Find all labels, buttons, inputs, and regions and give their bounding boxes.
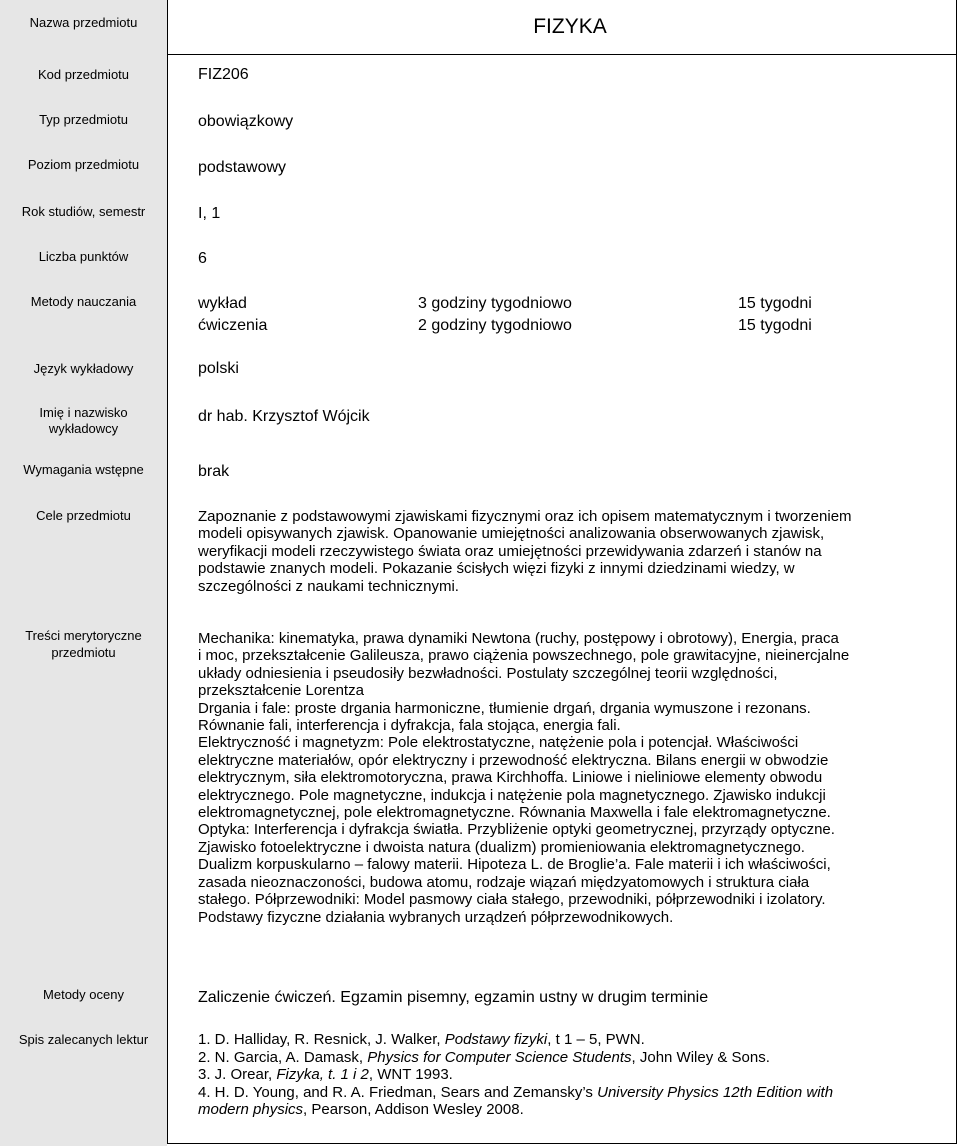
title-separator bbox=[167, 54, 957, 55]
label-content-line2: przedmiotu bbox=[51, 645, 116, 660]
label-ects-points: Liczba punktów bbox=[38, 249, 129, 264]
label-year-semester: Rok studiów, semestr bbox=[21, 204, 146, 219]
method-form-2: ćwiczenia bbox=[198, 317, 268, 334]
value-prerequisites: brak bbox=[198, 463, 230, 480]
goals-line: weryfikacji modeli rzeczywistego świata oraz umiejętności przewidywania zdarzeń i stanów na bbox=[198, 542, 822, 560]
content-line: Elektryczność i magnetyzm: Pole elektrostatyczne, natężenie pola i potencjał. Właściwości bbox=[198, 734, 799, 752]
label-content-line1: Treści merytoryczne bbox=[25, 628, 142, 643]
content-line: Dualizm korpuskularno – falowy materii. Hipoteza L. de Broglie’a. Fale materii i ich właściwości, bbox=[198, 856, 831, 874]
method-form-1: wykład bbox=[198, 295, 247, 312]
content-line: Optyka: Interferencja i dyfrakcja światła. Przybliżenie optyki geometrycznej, przyrządy optyczne. bbox=[198, 821, 835, 839]
label-course-goals: Cele przedmiotu bbox=[36, 508, 131, 523]
content-line: i moc, przekształcenie Galileusza, prawo ciążenia powszechnego, pole grawitacyjne, nieinercjalne bbox=[198, 647, 850, 665]
content-line: Zjawisko fotoelektryczne i dwoista natura (dualizm) promieniowania elektromagnetycznego. bbox=[198, 838, 805, 856]
content-line: elektryczne materiałów, opór elektryczny i przewodność elektryczna. Bilans energii w obwodzie bbox=[198, 751, 829, 769]
value-course-level: podstawowy bbox=[198, 159, 287, 176]
label-assessment: Metody oceny bbox=[43, 987, 124, 1002]
goals-line: modeli opisywanych zjawisk. Opanowanie umiejętności analizowania obserwowanych zjawisk, bbox=[198, 525, 825, 543]
label-lecturer-line2: wykładowcy bbox=[48, 421, 119, 436]
literature-item: modern physics, Pearson, Addison Wesley 2008. bbox=[198, 1101, 524, 1119]
content-line: przekształcenie Lorentza bbox=[198, 682, 364, 700]
label-course-level: Poziom przedmiotu bbox=[27, 157, 140, 172]
content-line: elektrycznym, siła elektromotoryczna, prawa Kirchhoffa. Liniowe i nieliniowe elementy obwodu bbox=[198, 769, 823, 787]
label-prerequisites: Wymagania wstępne bbox=[23, 462, 144, 477]
label-course-type: Typ przedmiotu bbox=[39, 112, 128, 127]
literature-list bbox=[198, 1031, 938, 1119]
content-line: zasada nieoznaczoności, budowa atomu, rodzaje wiązań międzyatomowych i struktura ciała bbox=[198, 873, 810, 891]
value-ects-points: 6 bbox=[198, 250, 207, 267]
goals-paragraph bbox=[198, 508, 938, 595]
value-language: polski bbox=[198, 360, 239, 377]
literature-item: 3. J. Orear, Fizyka, t. 1 i 2, WNT 1993. bbox=[198, 1066, 453, 1084]
literature-item: 2. N. Garcia, A. Damask, Physics for Computer Science Students, John Wiley & Sons. bbox=[198, 1048, 770, 1066]
content-line: elektromagnetycznej, pole elektromagnetyczne. Równania Maxwella i fale elektromagnetyczne. bbox=[198, 804, 831, 822]
label-course-code: Kod przedmiotu bbox=[37, 67, 130, 82]
value-assessment: Zaliczenie ćwiczeń. Egzamin pisemny, egzamin ustny w drugim terminie bbox=[198, 989, 709, 1006]
content-paragraph bbox=[198, 630, 938, 926]
label-literature: Spis zalecanych lektur bbox=[18, 1032, 149, 1047]
content-line: Mechanika: kinematyka, prawa dynamiki Newtona (ruchy, postępowy i obrotowy), Energia, praca bbox=[198, 630, 839, 647]
goals-line: podstawie znanych modeli. Pokazanie ścisłych więzi fizyki z innymi dziedzinami wiedzy, w bbox=[198, 560, 795, 578]
value-lecturer: dr hab. Krzysztof Wójcik bbox=[198, 408, 370, 425]
content-line: Równanie fali, interferencja i dyfrakcja, fala stojąca, energia fali. bbox=[198, 717, 621, 735]
content-line: stałego. Półprzewodniki: Model pasmowy ciała stałego, przewodniki, półprzewodniki i izolatory. bbox=[198, 891, 826, 909]
content-line: Podstawy fizyczne działania wybranych urządzeń półprzewodnikowych. bbox=[198, 908, 674, 926]
literature-item: 4. H. D. Young, and R. A. Friedman, Sears and Zemansky’s University Physics 12th Edition with bbox=[198, 1083, 834, 1101]
value-course-code: FIZ206 bbox=[198, 66, 249, 83]
value-year-semester: I, 1 bbox=[198, 205, 221, 222]
course-title: FIZYKA bbox=[533, 15, 607, 38]
literature-item: 1. D. Halliday, R. Resnick, J. Walker, Podstawy fizyki, t 1 – 5, PWN. bbox=[198, 1031, 645, 1048]
method-weeks-1: 15 tygodni bbox=[738, 295, 812, 312]
method-hours-1: 3 godziny tygodniowo bbox=[418, 295, 572, 312]
goals-line: szczególności z naukami technicznymi. bbox=[198, 577, 459, 595]
label-lecturer-line1: Imię i nazwisko bbox=[39, 405, 128, 420]
label-teaching-methods: Metody nauczania bbox=[30, 294, 137, 309]
method-weeks-2: 15 tygodni bbox=[738, 317, 812, 334]
content-line: elektrycznego. Pole magnetyczne, indukcja i natężenie pola magnetycznego. Zjawisko indukcji bbox=[198, 786, 826, 804]
label-language: Język wykładowy bbox=[33, 361, 134, 376]
content-line: układy odniesienia i pseudosiły bezwładności. Postulaty szczególnej teorii względności, bbox=[198, 664, 778, 682]
content-line: Drgania i fale: proste drgania harmoniczne, tłumienie drgań, drgania wymuszone i rezonans. bbox=[198, 699, 811, 717]
value-course-type: obowiązkowy bbox=[198, 113, 294, 130]
goals-line: Zapoznanie z podstawowymi zjawiskami fizycznymi oraz ich opisem matematycznym i tworzeniem bbox=[198, 508, 852, 525]
label-course-name: Nazwa przedmiotu bbox=[29, 15, 138, 30]
method-hours-2: 2 godziny tygodniowo bbox=[418, 317, 572, 334]
